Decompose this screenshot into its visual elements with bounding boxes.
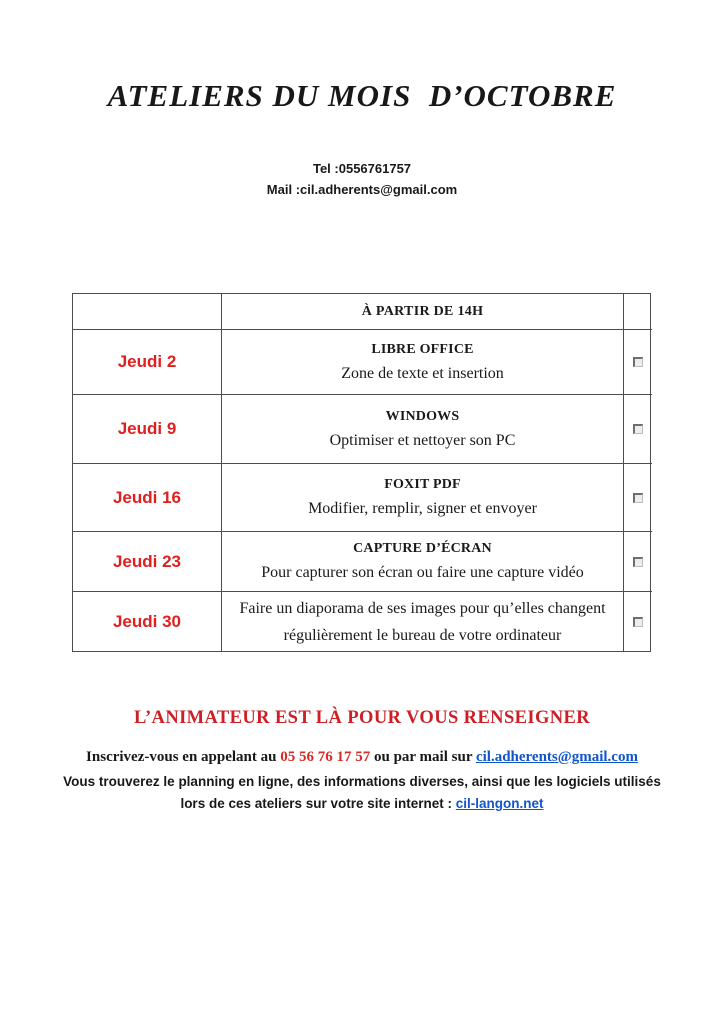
workshop-subtitle: Zone de texte et insertion [341,364,504,382]
checkbox[interactable] [633,617,643,627]
workshop-title: WINDOWS [385,408,460,424]
table-row-content [221,394,623,463]
table-row-content [221,591,623,651]
table-header-time: À PARTIR DE 14H [221,294,623,329]
workshop-subtitle: Modifier, remplir, signer et envoyer [308,500,537,517]
table-row-content [221,329,623,394]
table-row-checkbox-cell [623,329,652,394]
contact-tel: Tel :0556761757 [312,161,412,176]
table-row-day: Jeudi 30 [73,591,221,651]
page-title: ATELIERS DU MOIS D’OCTOBRE [107,78,617,113]
signup-line [0,749,724,766]
table-row-checkbox-cell [623,591,652,651]
table-row-day: Jeudi 2 [73,329,221,394]
table-row-checkbox-cell [623,394,652,463]
email-link[interactable]: cil.adherents@gmail.com [475,749,638,765]
table-row-content [221,463,623,531]
table-row-checkbox-cell [623,463,652,531]
checkbox[interactable] [633,493,643,503]
workshop-table [72,293,651,652]
table-row-day: Jeudi 16 [73,463,221,531]
workshop-subtitle: Faire un diaporama de ses images pour qu’elles changent régulièrement le bureau de votre ordinateur [239,599,606,644]
info-text: Vous trouverez le planning en ligne, des informations diverses, ainsi que les logiciels utilisés lors de ces ateliers sur votre site internet : [63,774,661,811]
signup-text-2: ou par mail sur [370,749,476,765]
table-row-day: Jeudi 23 [73,531,221,591]
signup-phone: 05 56 76 17 57 [280,749,371,765]
contact-block [0,158,724,200]
workshop-title: LIBRE OFFICE [371,341,474,357]
checkbox[interactable] [633,424,643,434]
table-row-day: Jeudi 9 [73,394,221,463]
table-row-checkbox-cell [623,531,652,591]
info-lines [52,771,672,815]
workshop-subtitle: Optimiser et nettoyer son PC [329,431,516,449]
workshop-title: FOXIT PDF [384,477,461,492]
table-row-content [221,531,623,591]
signup-text-1: Inscrivez-vous en appelant au [86,749,281,765]
workshop-subtitle: Pour capturer son écran ou faire une capture vidéo [261,564,584,581]
checkbox[interactable] [633,357,643,367]
table-header-checkbox-cell [623,294,652,329]
checkbox[interactable] [633,557,643,567]
table-header-empty-cell [73,294,221,329]
footer-heading: L’ANIMATEUR EST LÀ POUR VOUS RENSEIGNER [133,708,591,728]
contact-mail: Mail :cil.adherents@gmail.com [266,182,458,197]
workshop-title: CAPTURE D’ÉCRAN [353,541,492,556]
website-link[interactable]: cil-langon.net [455,796,544,811]
